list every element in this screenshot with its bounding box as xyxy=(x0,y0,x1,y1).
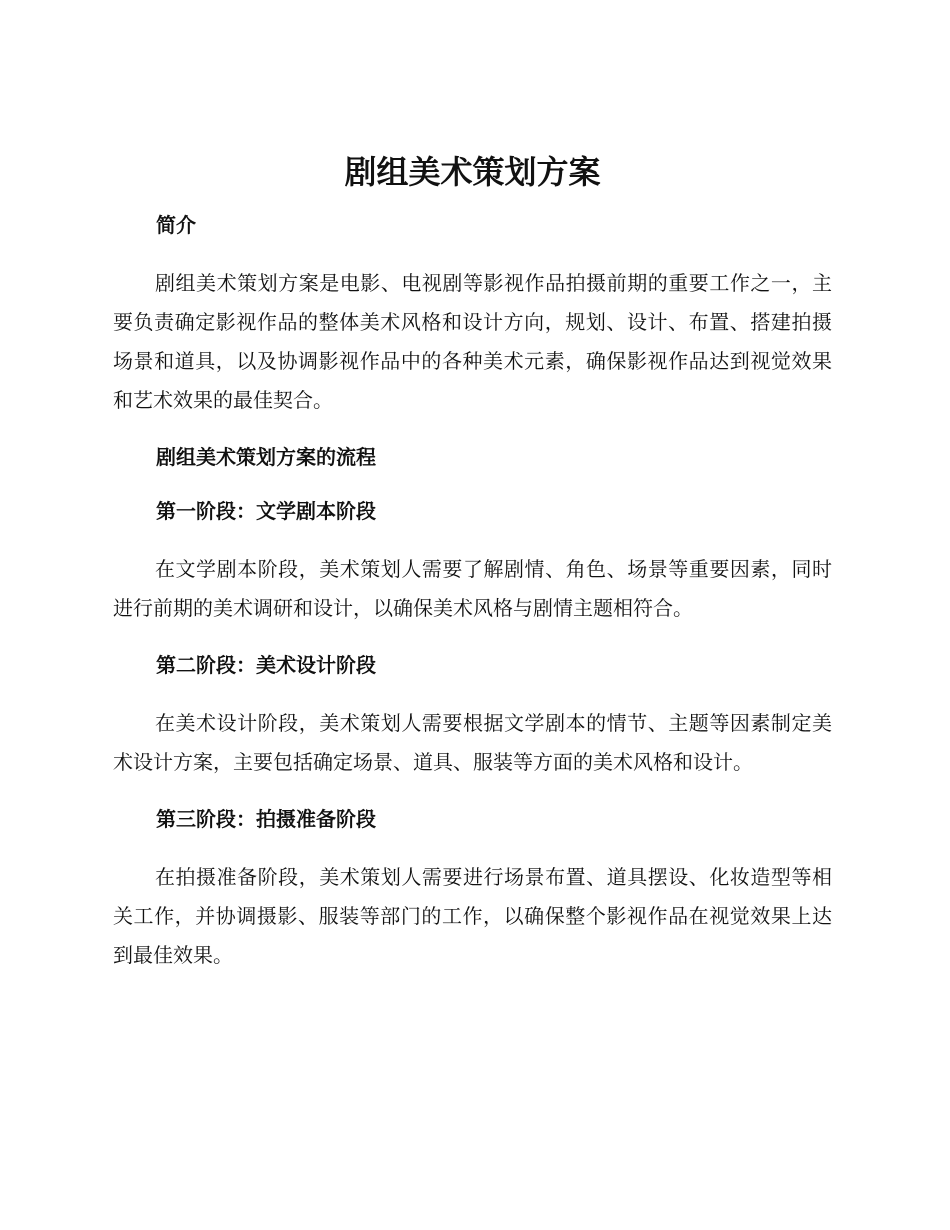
paragraph-stage3: 在拍摄准备阶段，美术策划人需要进行场景布置、道具摆设、化妆造型等相关工作，并协调摄影、服装等部门的工作，以确保整个影视作品在视觉效果上达到最佳效果。 xyxy=(113,865,832,967)
section-heading-process: 剧组美术策划方案的流程 xyxy=(156,445,376,469)
section-heading-stage2: 第二阶段：美术设计阶段 xyxy=(156,653,376,677)
spacer xyxy=(113,420,832,442)
spacer xyxy=(113,782,832,804)
spacer xyxy=(113,834,832,858)
document-title: 剧组美术策划方案 xyxy=(344,153,601,191)
spacer xyxy=(113,680,832,704)
spacer xyxy=(113,240,832,264)
spacer xyxy=(113,628,832,650)
section-heading-intro: 简介 xyxy=(156,213,196,237)
spacer xyxy=(113,526,832,550)
paragraph-stage2: 在美术设计阶段，美术策划人需要根据文学剧本的情节、主题等因素制定美术设计方案，主要包括确定场景、道具、服装等方面的美术风格和设计。 xyxy=(113,711,832,774)
spacer xyxy=(113,472,832,496)
section-heading-stage1: 第一阶段：文学剧本阶段 xyxy=(156,499,376,523)
paragraph-intro: 剧组美术策划方案是电影、电视剧等影视作品拍摄前期的重要工作之一，主要负责确定影视作品的整体美术风格和设计方向，规划、设计、布置、搭建拍摄场景和道具，以及协调影视作品中的各种美术元素，确保影视作品达到视觉效果和艺术效果的最佳契合。 xyxy=(113,271,832,412)
paragraph-stage1: 在文学剧本阶段，美术策划人需要了解剧情、角色、场景等重要因素，同时进行前期的美术调研和设计，以确保美术风格与剧情主题相符合。 xyxy=(113,557,832,620)
section-heading-stage3: 第三阶段：拍摄准备阶段 xyxy=(156,807,376,831)
